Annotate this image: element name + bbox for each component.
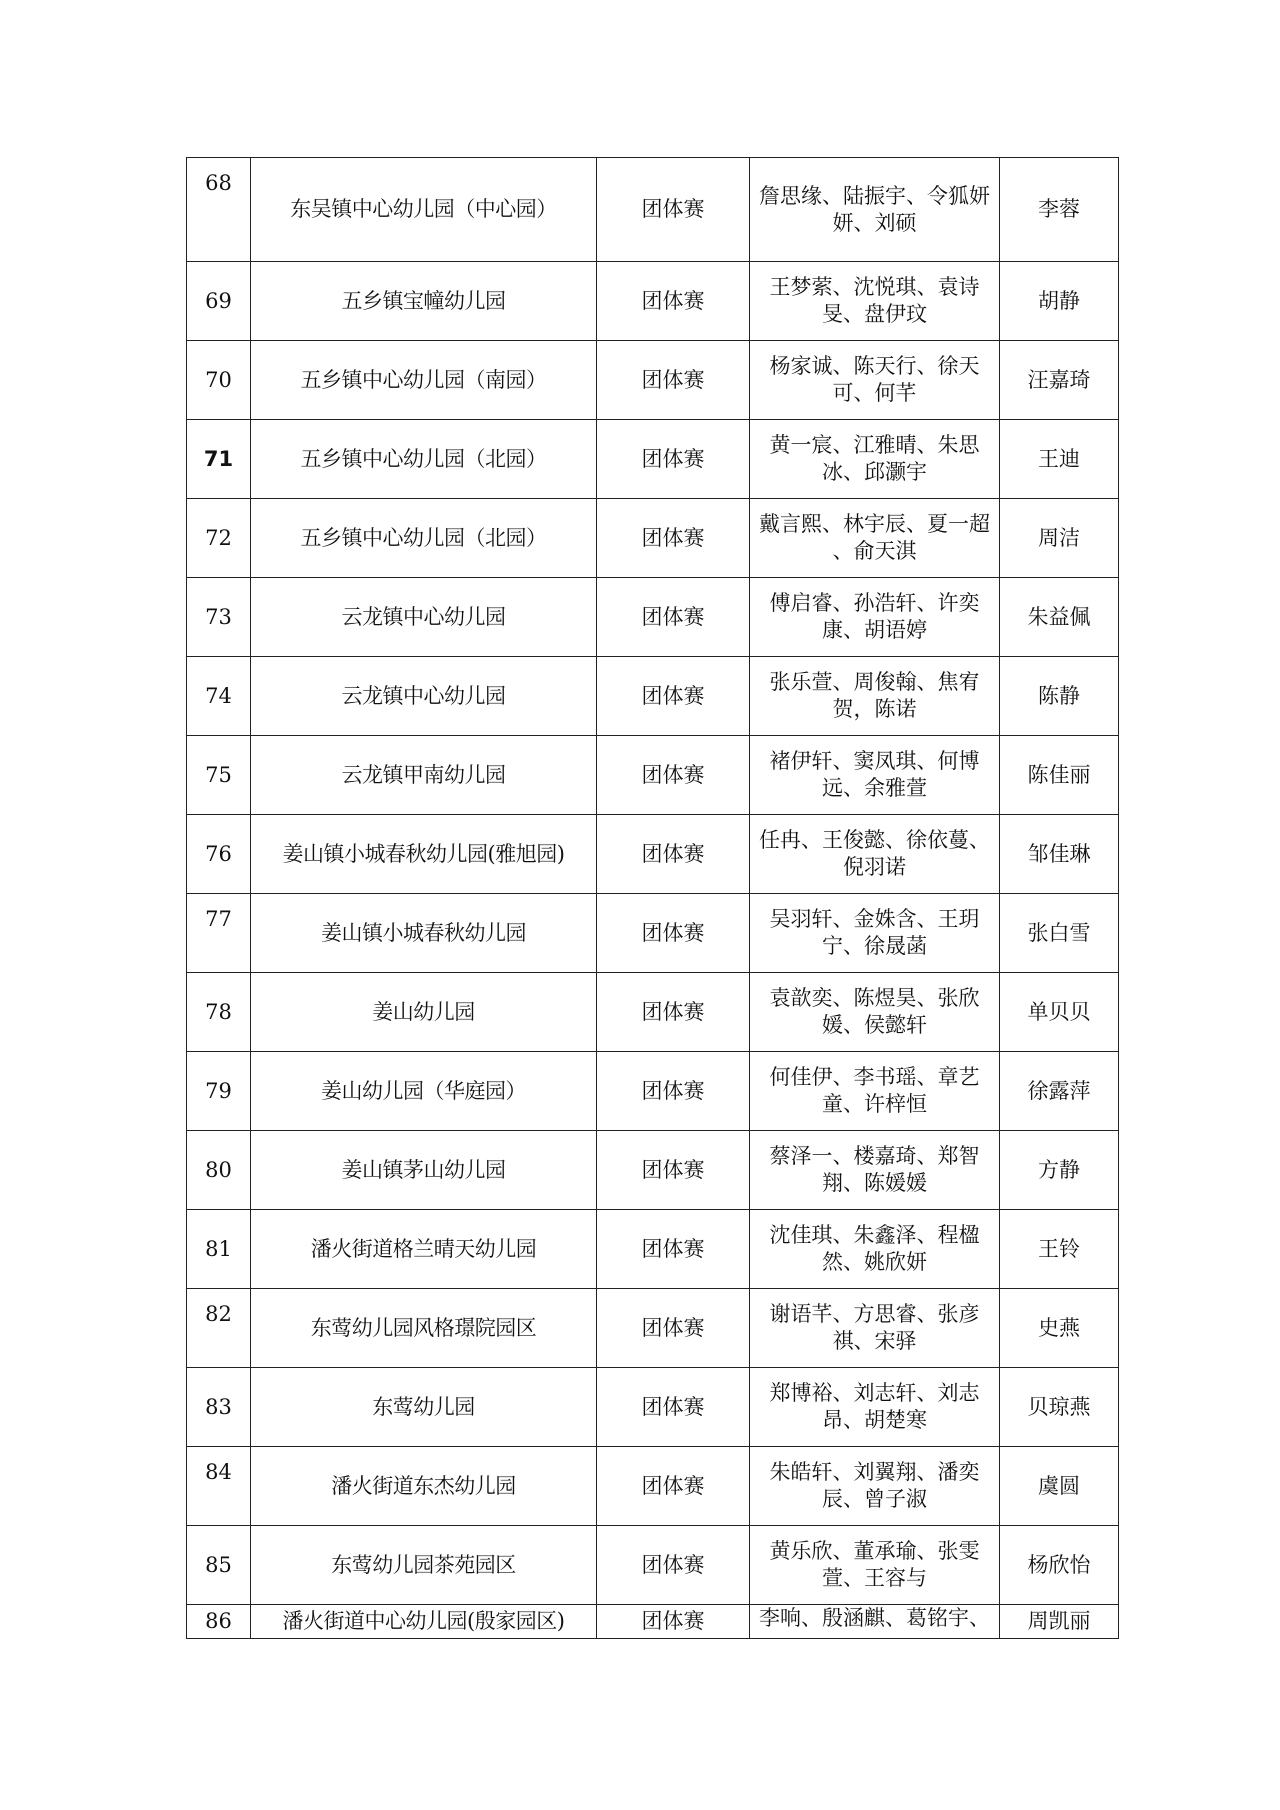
team-members-cell: 詹思缘、陆振宇、令狐妍妍、刘硕 — [750, 158, 1000, 262]
school-name-cell: 五乡镇中心幼儿园（北园） — [251, 499, 597, 578]
team-members-cell: 李响、殷涵麒、葛铭宇、 — [750, 1605, 1000, 1639]
coach-name-cell: 贝琼燕 — [1000, 1368, 1119, 1447]
team-members-cell: 杨家诚、陈天行、徐天可、何芊 — [750, 341, 1000, 420]
school-name-cell: 姜山镇茅山幼儿园 — [251, 1131, 597, 1210]
team-members-cell: 黄乐欣、董承瑜、张雯萱、王容与 — [750, 1526, 1000, 1605]
school-name-cell: 潘火街道中心幼儿园(殷家园区) — [251, 1605, 597, 1639]
event-type-cell: 团体赛 — [597, 341, 750, 420]
row-number-cell: 73 — [187, 578, 251, 657]
row-number-cell: 77 — [187, 894, 251, 973]
coach-name-cell: 胡静 — [1000, 262, 1119, 341]
team-members-cell: 蔡泽一、楼嘉琦、郑智翔、陈媛媛 — [750, 1131, 1000, 1210]
row-number-cell: 74 — [187, 657, 251, 736]
table-row — [187, 1289, 1119, 1368]
row-number-cell: 68 — [187, 158, 251, 262]
team-members-cell: 朱皓轩、刘翼翔、潘奕辰、曾子淑 — [750, 1447, 1000, 1526]
school-name-cell: 潘火街道东杰幼儿园 — [251, 1447, 597, 1526]
coach-name-cell: 张白雪 — [1000, 894, 1119, 973]
event-type-cell: 团体赛 — [597, 1526, 750, 1605]
team-members-cell: 郑博裕、刘志轩、刘志昂、胡楚寒 — [750, 1368, 1000, 1447]
school-name-cell: 潘火街道格兰晴天幼儿园 — [251, 1210, 597, 1289]
row-number-cell: 69 — [187, 262, 251, 341]
coach-name-cell: 方静 — [1000, 1131, 1119, 1210]
table-row — [187, 1605, 1119, 1639]
school-name-cell: 东莺幼儿园 — [251, 1368, 597, 1447]
event-type-cell: 团体赛 — [597, 657, 750, 736]
event-type-cell: 团体赛 — [597, 1052, 750, 1131]
roster-table — [186, 157, 1119, 1639]
team-members-cell: 褚伊轩、窦凤琪、何博远、余雅萱 — [750, 736, 1000, 815]
school-name-cell: 五乡镇宝幢幼儿园 — [251, 262, 597, 341]
table-row — [187, 578, 1119, 657]
coach-name-cell: 李蓉 — [1000, 158, 1119, 262]
table-row — [187, 973, 1119, 1052]
team-members-cell: 任冉、王俊懿、徐依蔓、倪羽诺 — [750, 815, 1000, 894]
school-name-cell: 姜山镇小城春秋幼儿园(雅旭园) — [251, 815, 597, 894]
coach-name-cell: 朱益佩 — [1000, 578, 1119, 657]
row-number-cell: 76 — [187, 815, 251, 894]
event-type-cell: 团体赛 — [597, 1368, 750, 1447]
school-name-cell: 东吴镇中心幼儿园（中心园） — [251, 158, 597, 262]
event-type-cell: 团体赛 — [597, 499, 750, 578]
row-number-cell: 82 — [187, 1289, 251, 1368]
coach-name-cell: 汪嘉琦 — [1000, 341, 1119, 420]
event-type-cell: 团体赛 — [597, 578, 750, 657]
event-type-cell: 团体赛 — [597, 736, 750, 815]
row-number-cell: 71 — [187, 420, 251, 499]
coach-name-cell: 王迪 — [1000, 420, 1119, 499]
table-row — [187, 1210, 1119, 1289]
team-members-cell: 王梦萦、沈悦琪、袁诗旻、盘伊玟 — [750, 262, 1000, 341]
team-members-cell: 谢语芊、方思睿、张彦祺、宋驿 — [750, 1289, 1000, 1368]
event-type-cell: 团体赛 — [597, 1289, 750, 1368]
row-number-cell: 75 — [187, 736, 251, 815]
row-number-cell: 84 — [187, 1447, 251, 1526]
school-name-cell: 东莺幼儿园风格璟院园区 — [251, 1289, 597, 1368]
event-type-cell: 团体赛 — [597, 973, 750, 1052]
row-number-cell: 85 — [187, 1526, 251, 1605]
event-type-cell: 团体赛 — [597, 815, 750, 894]
row-number-cell: 86 — [187, 1605, 251, 1639]
table-row — [187, 815, 1119, 894]
coach-name-cell: 史燕 — [1000, 1289, 1119, 1368]
team-members-cell: 戴言熙、林宇辰、夏一超 、俞天淇 — [750, 499, 1000, 578]
team-members-cell: 张乐萱、周俊翰、焦宥贺，陈诺 — [750, 657, 1000, 736]
table-row — [187, 262, 1119, 341]
table-row — [187, 657, 1119, 736]
table-row — [187, 499, 1119, 578]
team-members-cell: 沈佳琪、朱鑫泽、程楹然、姚欣妍 — [750, 1210, 1000, 1289]
row-number-cell: 70 — [187, 341, 251, 420]
coach-name-cell: 杨欣怡 — [1000, 1526, 1119, 1605]
coach-name-cell: 周洁 — [1000, 499, 1119, 578]
coach-name-cell: 虞圆 — [1000, 1447, 1119, 1526]
school-name-cell: 姜山幼儿园（华庭园） — [251, 1052, 597, 1131]
row-number-cell: 80 — [187, 1131, 251, 1210]
table-row — [187, 420, 1119, 499]
school-name-cell: 姜山镇小城春秋幼儿园 — [251, 894, 597, 973]
team-members-cell: 何佳伊、李书瑶、章艺童、许梓恒 — [750, 1052, 1000, 1131]
roster-table-body — [187, 158, 1119, 1639]
event-type-cell: 团体赛 — [597, 262, 750, 341]
event-type-cell: 团体赛 — [597, 894, 750, 973]
coach-name-cell: 周凯丽 — [1000, 1605, 1119, 1639]
school-name-cell: 五乡镇中心幼儿园（南园） — [251, 341, 597, 420]
coach-name-cell: 陈静 — [1000, 657, 1119, 736]
coach-name-cell: 王铃 — [1000, 1210, 1119, 1289]
event-type-cell: 团体赛 — [597, 158, 750, 262]
coach-name-cell: 陈佳丽 — [1000, 736, 1119, 815]
school-name-cell: 云龙镇中心幼儿园 — [251, 578, 597, 657]
event-type-cell: 团体赛 — [597, 1210, 750, 1289]
school-name-cell: 云龙镇甲南幼儿园 — [251, 736, 597, 815]
table-row — [187, 1526, 1119, 1605]
event-type-cell: 团体赛 — [597, 1447, 750, 1526]
row-number-cell: 72 — [187, 499, 251, 578]
table-row — [187, 1447, 1119, 1526]
table-row — [187, 1368, 1119, 1447]
table-row — [187, 1052, 1119, 1131]
coach-name-cell: 徐露萍 — [1000, 1052, 1119, 1131]
event-type-cell: 团体赛 — [597, 1131, 750, 1210]
row-number-cell: 81 — [187, 1210, 251, 1289]
event-type-cell: 团体赛 — [597, 420, 750, 499]
table-row — [187, 894, 1119, 973]
row-number-cell: 79 — [187, 1052, 251, 1131]
row-number-cell: 83 — [187, 1368, 251, 1447]
coach-name-cell: 单贝贝 — [1000, 973, 1119, 1052]
coach-name-cell: 邹佳琳 — [1000, 815, 1119, 894]
team-members-cell: 傅启睿、孙浩轩、许奕康、胡语婷 — [750, 578, 1000, 657]
team-members-cell: 吴羽轩、金姝含、王玥宁、徐晟菡 — [750, 894, 1000, 973]
team-members-cell: 袁歆奕、陈煜昊、张欣媛、侯懿轩 — [750, 973, 1000, 1052]
school-name-cell: 云龙镇中心幼儿园 — [251, 657, 597, 736]
school-name-cell: 五乡镇中心幼儿园（北园） — [251, 420, 597, 499]
table-row — [187, 341, 1119, 420]
school-name-cell: 东莺幼儿园茶苑园区 — [251, 1526, 597, 1605]
table-row — [187, 1131, 1119, 1210]
table-row — [187, 158, 1119, 262]
row-number-cell: 78 — [187, 973, 251, 1052]
team-members-cell: 黄一宸、江雅晴、朱思冰、邱灏宇 — [750, 420, 1000, 499]
table-row — [187, 736, 1119, 815]
event-type-cell: 团体赛 — [597, 1605, 750, 1639]
school-name-cell: 姜山幼儿园 — [251, 973, 597, 1052]
